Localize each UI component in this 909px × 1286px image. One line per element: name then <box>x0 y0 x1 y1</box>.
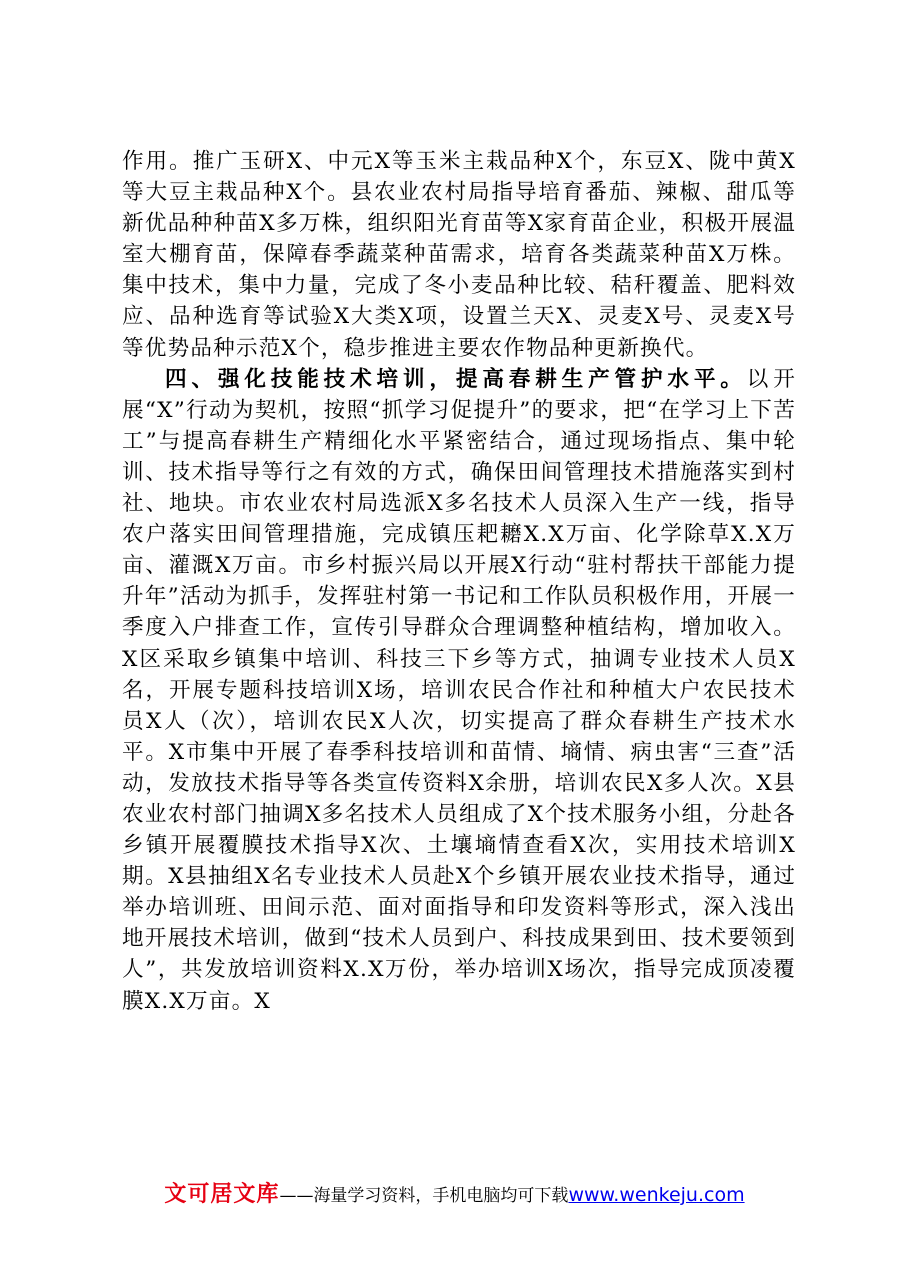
paragraph-section-four <box>122 364 796 1017</box>
footer-banner <box>0 1180 909 1211</box>
footer-link[interactable]: www.wenkeju.com <box>568 1184 745 1206</box>
footer-tagline: ——海量学习资料，手机电脑均可下载 <box>279 1186 569 1206</box>
document-body <box>122 146 796 1017</box>
paragraph-1-text: 作用。推广玉研X、中元X等玉米主栽品种X个，东豆X、陇中黄X等大豆主栽品种X个。县农业农村局指导培育番茄、辣椒、甜瓜等新优品种种苗X多万株，组织阳光育苗等X家育苗企业，积极开展温室大棚育苗，保障春季蔬菜种苗需求，培育各类蔬菜种苗X万株。集中技术，集中力量，完成了冬小麦品种比较、秸秆覆盖、肥料效应、品种选育等试验X大类X项，设置兰天X、灵麦X号、灵麦X号等优势品种示范X个，稳步推进主要农作物品种更新换代。 <box>122 149 796 361</box>
footer-brand: 文可居文库 <box>164 1182 280 1207</box>
paragraph-2-text: 以开展“X”行动为契机，按照“抓学习促提升”的要求，把“在学习上下苦工”与提高春耕生产精细化水平紧密结合，通过现场指点、集中轮训、技术指导等行之有效的方式，确保田间管理技术措施落实到村社、地块。市农业农村局选派X多名技术人员深入生产一线，指导农户落实田间管理措施，完成镇压耙耱X.X万亩、化学除草X.X万亩、灌溉X万亩。市乡村振兴局以开展X行动“驻村帮扶干部能力提升年”活动为抓手，发挥驻村第一书记和工作队员积极作用，开展一季度入户排查工作，宣传引导群众合理调整种植结构，增加收入。X区采取乡镇集中培训、科技三下乡等方式，抽调专业技术人员X名，开展专题科技培训X场，培训农民合作社和种植大户农民技术员X人（次），培训农民X人次，切实提高了群众春耕生产技术水平。X市集中开展了春季科技培训和苗情、墒情、病虫害“三查”活动，发放技术指导等各类宣传资料X余册，培训农民X多人次。X县农业农村部门抽调X多名技术人员组成了X个技术服务小组，分赴各乡镇开展覆膜技术指导X次、土壤墒情查看X次，实用技术培训X期。X县抽组X名专业技术人员赴X个乡镇开展农业技术指导，通过举办培训班、田间示范、面对面指导和印发资料等形式，深入浅出地开展技术培训，做到“技术人员到户、科技成果到田、技术要领到人”，共发放培训资料X.X万份，举办培训X场次，指导完成顶凌覆膜X.X万亩。X <box>122 366 797 1014</box>
section-heading: 四、强化技能技术培训，提高春耕生产管护水平。 <box>165 366 747 392</box>
paragraph-continued <box>122 146 796 364</box>
